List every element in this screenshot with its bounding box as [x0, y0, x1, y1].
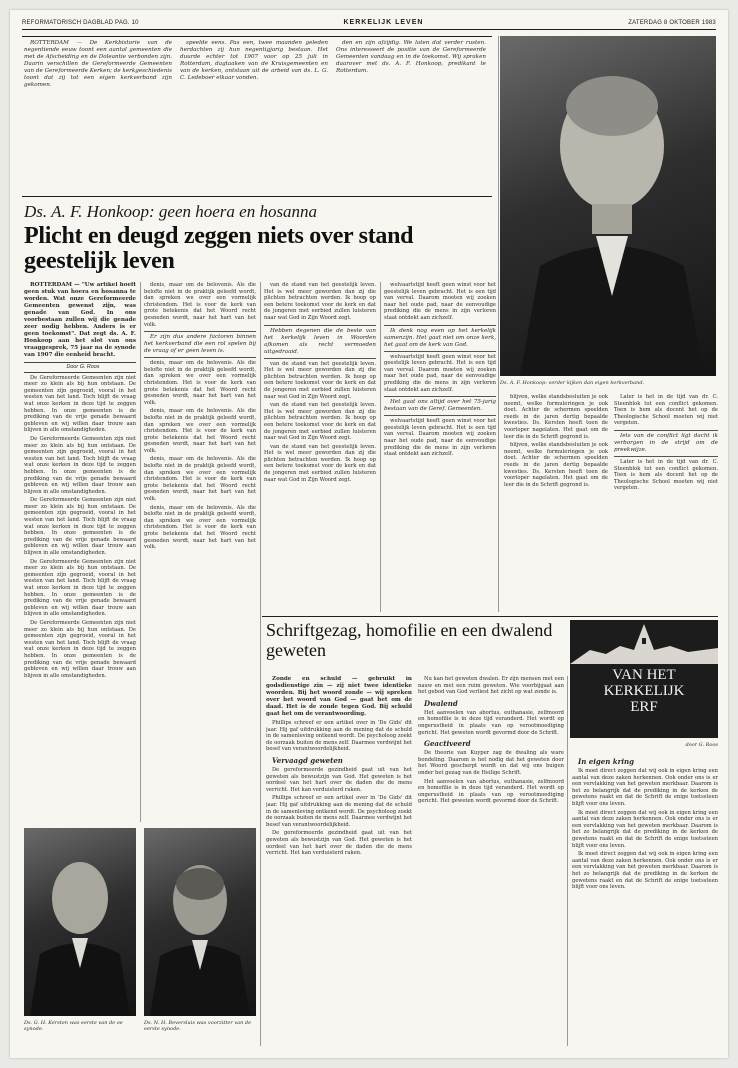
- photo-beversluis-caption: Ds. N. H. Beversluis was voorzitter van de eerste synode.: [144, 1020, 252, 1032]
- intro-col-1: ROTTERDAM — De Kerkbistorie van de negentiende eeuw toont een aantal gemeenten die met de Afscheiding en de Doleantie verbonden zijn. Daarin verschillen de Gereformeerde Gemeenten van de Gereformeerde Kerken; de kerkgeschiedenis toont dat zij tot een eigen kerkverband zijn gekomen.: [24, 40, 172, 88]
- col-rule-3: [380, 282, 381, 612]
- col-rule-4: [498, 36, 499, 612]
- intro-bottom-rule: [22, 196, 492, 197]
- article2-col-2: Nu kan het geweten dwalen. Er zijn mensen met een nauw en met een ruim geweten. Wie voorbijgaat aan het gebod van God verliest het zicht op wat zonde is. Dwalend Het aanvoelen van abortus, euthanasie, zelfmoord en homofilie is in deze tijd veranderd. Het wordt op ongerustheid in plaats van op verootmoediging gericht. Het geweten wordt gevormd door de Schrift. Geactiveerd De theorie van Kuyper zag de dwaling als ware bondeling. Daarom is het nodig dat het geweten door het Woord gescherpt wordt en dat wij ons buigen onder het gezag van de Heilige Schrift. Het aanvoelen van abortus, euthanasie, zelfmoord en homofilie is in deze tijd veranderd. Het wordt op ongerustheid in plaats van op verootmoediging gericht. Het geweten wordt gevormd door de Schrift.: [418, 676, 564, 805]
- photo-kersten-silhouette: [24, 828, 136, 1016]
- runhead-section: KERKELIJK LEVEN: [343, 19, 424, 26]
- article2-col-1: Zonde en schuld — gebruikt in godsdienstige zin — zij niet twee identieke woorden. Bij het woord zonde — wij spreken over het woord van God — gaat het om de daad. Het is de zonde tegen God. Bij schuld gaat het om de verantwoording. Phillips schreef er een artikel over in 'De Gids' dit jaar. Hij gaf uitdrukking aan de mening dat de schuld in de samenleving ontkend wordt. De psycholoog zoekt de oorzaak buiten de mens zelf. Daarmee verdwijnt het besef van verantwoordelijkheid. Vervaagd geweten De gereformeerde gezindheid gaat uit van het geweten als bewustzijn van God. Het geweten is het oordeel van het hart over de daden die de mens verricht. Het kan verduisterd raken. Phillips schreef er een artikel over in 'De Gids' dit jaar. Hij gaf uitdrukking aan de mening dat de schuld in de samenleving ontkend wordt. De psycholoog zoekt de oorzaak buiten de mens zelf. Daarmee verdwijnt het besef van verantwoordelijkheid. De gereformeerde gezindheid gaat uit van het geweten als bewustzijn van God. Het geweten is het oordeel van het hart over de daden die de mens verricht. Het kan verduisterd raken.: [266, 676, 412, 857]
- pull-quote-right: Iets van de conflict ligt dacht ik verborgen in de strijd om de preekwijze.: [614, 430, 718, 457]
- article1-col-1: ROTTERDAM — "Uw artikel hoeft geen stuk van hoera en hosanna te worden. Wat onze Gereformeerde Gemeenten gewenst zijn, was genade van God. In ons voorbestaan zullen wij die genade zeer nodig hebben. Anders is er geen toekomst". Dat zegt ds. A. F. Honkoop aan het slot van ons vraaggesprek, 75 jaar na de synode van 1907 die eenheid bracht. Door G. Roos De Gereformeerde Gemeenten zijn niet meer zo klein als bij hun ontstaan. De gemeenten zijn gegroeid, vooral in het westen van het land. Toch blijft de vraag wat onze kerken in deze tijd te zeggen hebben. In onze gemeenten is de prediking van de vrije genade bewaard gebleven en wij willen daar trouw aan blijven in alle omstandigheden. De Gereformeerde Gemeenten zijn niet meer zo klein als bij hun ontstaan. De gemeenten zijn gegroeid, vooral in het westen van het land. Toch blijft de vraag wat onze kerken in deze tijd te zeggen hebben. In onze gemeenten is de prediking van de vrije genade bewaard gebleven en wij willen daar trouw aan blijven in alle omstandigheden. De Gereformeerde Gemeenten zijn niet meer zo klein als bij hun ontstaan. De gemeenten zijn gegroeid, vooral in het westen van het land. Toch blijft de vraag wat onze kerken in deze tijd te zeggen hebben. In onze gemeenten is de prediking van de vrije genade bewaard gebleven en wij willen daar trouw aan blijven in alle omstandigheden. De Gereformeerde Gemeenten zijn niet meer zo klein als bij hun ontstaan. De gemeenten zijn gegroeid, vooral in het westen van het land. Toch blijft de vraag wat onze kerken in deze tijd te zeggen hebben. In onze gemeenten is de prediking van de vrije genade bewaard gebleven en wij willen daar trouw aan blijven in alle omstandigheden. De Gereformeerde Gemeenten zijn niet meer zo klein als bij hun ontstaan. De gemeenten zijn gegroeid, vooral in het westen van het land. Toch blijft de vraag wat onze kerken in deze tijd te zeggen hebben. In onze gemeenten is de prediking van de vrije genade bewaard gebleven en wij willen daar trouw aan blijven in alle omstandigheden.: [24, 282, 136, 679]
- portrait-photo-honkoop: [500, 36, 716, 376]
- column-byline: door G. Roos: [685, 742, 718, 748]
- photo-beversluis-silhouette: [144, 828, 256, 1016]
- pull-quote-2: Hebben degenen die de beste van het kerkelijk leven in Woorden afkomen als recht vermoeden uitgedraaid.: [264, 325, 376, 359]
- intro-col-3: den en zijn afzijdig. We laten dat verder rusten. Ons interesseert de positie van de Gereformeerde Gemeenten vandaag en in de toekomst. Wij spraken daarover met ds. A. F. Honkoop, predikant te Rotterdam.: [336, 40, 486, 74]
- photo-beversluis: [144, 828, 256, 1016]
- pull-quote-3: Ik denk nog even op het kerkelijk samenzijn. Het gaat niet om onze kerk, het gaat om de kerk van God.: [384, 325, 496, 352]
- pull-quote-1: Er zijn dus andere factoren binnen het kerkverband die een rol spelen bij de vraag of er geen leven is.: [144, 331, 256, 358]
- pull-quote-4: Het gaat ons altijd over het 75-jarig bestaan van de Geref. Gemeenten.: [384, 396, 496, 416]
- column-logo-line-1: VAN HET: [612, 667, 676, 683]
- article1-col-3: van de stand van het geestelijk leven. Het is wel meer geworden dan zij die plichten betrachten werden. Ik hoop op een betere toekomst voor de kerk en dat de jongeren met eerbied zullen luisteren naar wat God in Zijn Woord zegt. Hebben degenen die de beste van het kerkelijk leven in Woorden afkomen als recht vermoeden uitgedraaid. van de stand van het geestelijk leven. Het is wel meer geworden dan zij die plichten betrachten werden. Ik hoop op een betere toekomst voor de kerk en dat de jongeren met eerbied zullen luisteren naar wat God in Zijn Woord zegt. van de stand van het geestelijk leven. Het is wel meer geworden dan zij die plichten betrachten werden. Ik hoop op een betere toekomst voor de kerk en dat de jongeren met eerbied zullen luisteren naar wat God in Zijn Woord zegt. van de stand van het geestelijk leven. Het is wel meer geworden dan zij die plichten betrachten werden. Ik hoop op een betere toekomst voor de kerk en dat de jongeren met eerbied zullen luisteren naar wat God in Zijn Woord zegt.: [264, 282, 376, 483]
- article2-subhead-1: Vervaagd geweten: [272, 755, 343, 765]
- column-logo-line-2: KERKELIJK: [603, 683, 685, 699]
- newspaper-page: [10, 10, 728, 1058]
- article2-subhead-2: Dwalend: [424, 698, 458, 708]
- column-logo-van-het-kerkelijk-erf: [570, 620, 718, 738]
- article2-top-rule: [262, 616, 718, 617]
- runhead-date: ZATERDAG 8 OKTOBER 1983: [628, 19, 716, 26]
- portrait-caption: Ds. A. F. Honkoop: verder kijken dan eigen kerkverband.: [500, 380, 645, 386]
- portrait-silhouette: [500, 36, 716, 376]
- article-kicker: Ds. A. F. Honkoop: geen hoera en hosanna: [24, 202, 318, 221]
- col-rule-5: [567, 676, 568, 1046]
- col-rule-1: [140, 282, 141, 822]
- church-steeple-icon: [570, 620, 718, 664]
- article1-col-4: welvaartstijd heeft geen winst voor het geestelijk leven gebracht. Het is een tijd van verval. Daarom moeten wij zoeken naar het oude pad, naar de eenvoudige prediking die de mens in zijn verloren staat ontdekt aan zichzelf. Ik denk nog even op het kerkelijk samenzijn. Het gaat niet om onze kerk, het gaat om de kerk van God. welvaartstijd heeft geen winst voor het geestelijk leven gebracht. Het is een tijd van verval. Daarom moeten wij zoeken naar het oude pad, naar de eenvoudige prediking die de mens in zijn verloren staat ontdekt aan zichzelf. Het gaat ons altijd over het 75-jarig bestaan van de Geref. Gemeenten. welvaartstijd heeft geen winst voor het geestelijk leven gebracht. Het is een tijd van verval. Daarom moeten wij zoeken naar het oude pad, naar de eenvoudige prediking die de mens in zijn verloren staat ontdekt aan zichzelf.: [384, 282, 496, 458]
- intro-col-2: speelde eens. Pas een, twee maanden geleden herdachten zij hun negentigjarig bestaan. Het duurde echter tot 1907 voor op 25 juli in Rotterdam, dagtaaken van de Kruisgemeenten en van de kerken, ontstaan uit de arbeid van ds. L. G. C. Ledeboer elkaar vonden.: [180, 40, 328, 81]
- photo-kersten: [24, 828, 136, 1016]
- article2-headline: Schriftgezag, homofilie en een dwalend geweten: [266, 620, 553, 660]
- article1-col-2: denis, maar om de belovenis. Als die belofte niet in de praktijk geleefd wordt, dan spreken we over een vormelijk christendom. Het is voor de kerk van grote betekenis dat het Woord recht gesneden wordt, naar het hart van het volk. Er zijn dus andere factoren binnen het kerkverband die een rol spelen bij de vraag of er geen leven is. denis, maar om de belovenis. Als die belofte niet in de praktijk geleefd wordt, dan spreken we over een vormelijk christendom. Het is voor de kerk van grote betekenis dat het Woord recht gesneden wordt, naar het hart van het volk. denis, maar om de belovenis. Als die belofte niet in de praktijk geleefd wordt, dan spreken we over een vormelijk christendom. Het is voor de kerk van grote betekenis dat het Woord recht gesneden wordt, naar het hart van het volk. denis, maar om de belovenis. Als die belofte niet in de praktijk geleefd wordt, dan spreken we over een vormelijk christendom. Het is voor de kerk van grote betekenis dat het Woord recht gesneden wordt, naar het hart van het volk. denis, maar om de belovenis. Als die belofte niet in de praktijk geleefd wordt, dan spreken we over een vormelijk christendom. Het is voor de kerk van grote betekenis dat het Woord recht gesneden wordt, naar het hart van het volk.: [144, 282, 256, 551]
- photo-kersten-caption: Ds. G. H. Kersten was eerste van de oe synode.: [24, 1020, 123, 1032]
- column-logo-line-3: ERF: [630, 699, 658, 715]
- right-article-col: In eigen kring Ik moet direct zeggen dat wij ook in eigen kring een aantal van deze zaken herkennen. Ook onder ons is er een vervlakking van het geweten merkbaar. Daarom is het zo belangrijk dat de prediking in de kerken de gewetens raakt en dat de Schrift de enige toetssteen blijft voor ons leven. Ik moet direct zeggen dat wij ook in eigen kring een aantal van deze zaken herkennen. Ook onder ons is er een vervlakking van het geweten merkbaar. Daarom is het zo belangrijk dat de prediking in de kerken de gewetens raakt en dat de Schrift de enige toetssteen blijft voor ons leven. Ik moet direct zeggen dat wij ook in eigen kring een aantal van deze zaken herkennen. Ook onder ons is er een vervlakking van het geweten merkbaar. Daarom is het zo belangrijk dat de prediking in de kerken de gewetens raakt en dat de Schrift de enige toetssteen blijft voor ons leven.: [572, 757, 718, 891]
- article2-subhead-3: Geactiveerd: [424, 739, 471, 749]
- right-col-a: blijven, welke standsbesluiten je ook neemt, welke formuleringen je ook doet. Achter de schermen speelden reeds in de jaren dertig bepaalde kwesties. Ds. Kersten heeft toen de voorloper nagelaten. Het gaat om de leer die in de Schrift gegrond is. blijven, welke standsbesluiten je ook neemt, welke formuleringen je ook doet. Achter de schermen speelden reeds in de jaren dertig bepaalde kwesties. Ds. Kersten heeft toen de voorloper nagelaten. Het gaat om de leer die in de Schrift gegrond is.: [504, 394, 608, 488]
- intro-top-rule: [22, 36, 492, 37]
- col-rule-2: [260, 282, 261, 1046]
- article-byline: Door G. Roos: [24, 362, 136, 373]
- article-headline: Plicht en deugd zeggen niets over stand geestelijk leven: [24, 223, 414, 274]
- right-col-b: Later is het in de tijd van dr. C. Steenblok tot een conflict gekomen. Toen is hem als docent het op de Theologische School moeten wij niet vergeten. Iets van de conflict ligt dacht ik verborgen in de strijd om de preekwijze. Later is het in de tijd van dr. C. Steenblok tot een conflict gekomen. Toen is hem als docent het op de Theologische School moeten wij niet vergeten.: [614, 394, 718, 492]
- right-article-subhead: In eigen kring: [578, 757, 634, 766]
- runhead-paper: REFORMATORISCH DAGBLAD PAG. 10: [22, 19, 139, 26]
- running-header: [22, 16, 716, 30]
